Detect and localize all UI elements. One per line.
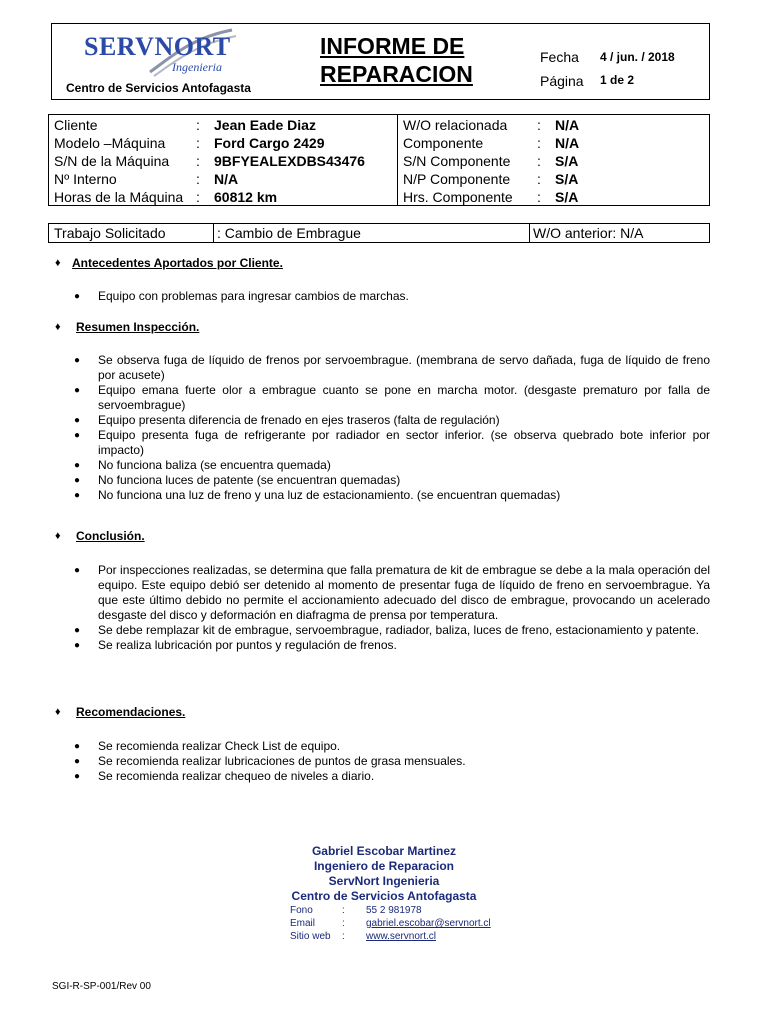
web-label: Sitio web [290, 931, 331, 942]
info-row-modelo [54, 134, 394, 152]
list-item-text: Se observa fuga de líquido de frenos por servoembrague. (membrana de servo dañada, fuga de líquido de freno por acusete) [98, 353, 710, 382]
list-item [52, 563, 710, 623]
servnort-logo [84, 28, 274, 78]
info-colon: : [537, 117, 541, 133]
logo-subtext: Ingenieria [172, 60, 222, 74]
list-item-text: No funciona luces de patente (se encuentran quemadas) [98, 473, 401, 487]
info-row-wo [403, 116, 703, 134]
footer-code: SGI-R-SP-001/Rev 00 [52, 981, 151, 992]
info-colon: : [196, 117, 200, 133]
fono-label: Fono [290, 905, 313, 916]
info-row-componente [403, 134, 703, 152]
info-row-horas [54, 188, 394, 206]
bullet-icon: ● [74, 415, 81, 426]
web-link[interactable]: www.servnort.cl [366, 931, 437, 942]
signature-company: ServNort Ingenieria [328, 874, 440, 888]
list-item [52, 638, 710, 653]
info-colon: : [537, 189, 541, 205]
bullet-icon: ● [74, 460, 81, 471]
info-row-sn [54, 152, 394, 170]
trabajo-label: Trabajo Solicitado [54, 225, 166, 241]
list-item [52, 383, 710, 413]
info-label: Hrs. Componente [403, 189, 513, 205]
info-colon: : [196, 135, 200, 151]
bullet-icon: ● [74, 625, 81, 636]
recomendaciones-title: Recomendaciones. [76, 705, 186, 719]
list-item [52, 623, 710, 638]
wo-anterior: W/O anterior: N/A [533, 225, 644, 241]
resumen-title: Resumen Inspección. [76, 320, 200, 334]
signature-centro: Centro de Servicios Antofagasta [291, 889, 477, 903]
info-value: Ford Cargo 2429 [214, 135, 325, 151]
info-value: Jean Eade Diaz [214, 117, 316, 133]
trabajo-value: : Cambio de Embrague [217, 225, 361, 241]
info-label: Componente [403, 135, 484, 151]
info-label: Modelo –Máquina [54, 135, 166, 151]
bullet-icon: ● [74, 490, 81, 501]
logo-text: SERVNORT [84, 32, 231, 61]
email-label: Email [290, 918, 316, 929]
info-value: 9BFYEALEXDBS43476 [214, 153, 365, 169]
recomendaciones-list [52, 739, 710, 784]
title-line-1: INFORME DE [320, 33, 465, 59]
list-item-text: Se recomienda realizar Check List de equipo. [98, 739, 341, 753]
bullet-icon: ● [74, 430, 81, 441]
info-label: W/O relacionada [403, 117, 508, 133]
report-title [320, 32, 500, 88]
list-item [52, 473, 710, 488]
title-line-2: REPARACION [320, 61, 473, 87]
info-label: Nº Interno [54, 171, 117, 187]
info-colon: : [196, 189, 200, 205]
info-table [48, 114, 710, 206]
info-left-column [54, 116, 394, 206]
list-item-text: No funciona baliza (se encuentra quemada) [98, 458, 331, 472]
list-item-text: Equipo emana fuerte olor a embrague cuanto se pone en marcha motor. (desgaste prematuro por falla de servoembrague) [98, 383, 710, 412]
info-label: Cliente [54, 117, 98, 133]
contact-fono-row [290, 904, 550, 917]
info-row-interno [54, 170, 394, 188]
bullet-icon: ● [74, 756, 81, 767]
list-item [52, 458, 710, 473]
info-colon: : [537, 171, 541, 187]
info-row-cliente [54, 116, 394, 134]
bullet-icon: ● [74, 741, 81, 752]
contact-colon: : [342, 918, 345, 929]
info-row-hrs-componente [403, 188, 703, 206]
trabajo-divider-1 [213, 224, 214, 242]
info-colon: : [196, 153, 200, 169]
list-item-text: Se recomienda realizar chequeo de niveles a diario. [98, 769, 375, 783]
info-colon: : [537, 135, 541, 151]
list-item-text: Por inspecciones realizadas, se determina que falla prematura de kit de embrague se debe a la mala operación del equipo. Este equipo debió ser detenido al momento de presentar fuga de líquido de freno en servoembrague. Ya que este último debido no permite el accionamiento adecuado del disco de embrague, provocando un acelerado desgaste del disco y deformación en diafragma de prensa por temperatura. [98, 563, 710, 622]
antecedentes-title: Antecedentes Aportados por Cliente. [72, 256, 283, 270]
info-colon: : [196, 171, 200, 187]
list-item [52, 289, 710, 304]
bullet-icon: ● [74, 771, 81, 782]
info-value: N/A [555, 117, 580, 133]
list-item [52, 353, 710, 383]
info-colon: : [537, 153, 541, 169]
info-row-sn-componente [403, 152, 703, 170]
list-item [52, 739, 710, 754]
info-value: S/A [555, 153, 579, 169]
signature-name: Gabriel Escobar Martinez [311, 844, 457, 858]
bullet-icon: ● [74, 640, 81, 651]
contact-web-row [290, 930, 550, 943]
list-item-text: Equipo con problemas para ingresar cambios de marchas. [98, 289, 409, 303]
trabajo-table [48, 223, 710, 243]
diamond-bullet-icon: ♦ [55, 530, 61, 542]
diamond-bullet-icon: ♦ [55, 321, 61, 333]
signature-block [0, 844, 768, 904]
pagina-label: Página [540, 73, 584, 89]
info-value: S/A [555, 171, 579, 187]
list-item [52, 769, 710, 784]
info-value: 60812 km [214, 189, 278, 205]
info-divider [397, 115, 398, 205]
fono-value: 55 2 981978 [366, 905, 422, 916]
contact-email-row [290, 917, 550, 930]
conclusion-list [52, 563, 710, 653]
list-item-text: Equipo presenta diferencia de frenado en ejes traseros (falta de regulación) [98, 413, 500, 427]
list-item [52, 488, 710, 503]
contact-colon: : [342, 905, 345, 916]
diamond-bullet-icon: ♦ [55, 706, 61, 718]
info-value: N/A [555, 135, 580, 151]
list-item [52, 413, 710, 428]
diamond-bullet-icon: ♦ [55, 257, 61, 269]
info-row-np-componente [403, 170, 703, 188]
bullet-icon: ● [74, 385, 81, 396]
signature-role: Ingeniero de Reparacion [313, 859, 455, 873]
info-label: S/N de la Máquina [54, 153, 170, 169]
info-label: S/N Componente [403, 153, 511, 169]
list-item [52, 428, 710, 458]
resumen-list [52, 353, 710, 503]
list-item-text: Se recomienda realizar lubricaciones de puntos de grasa mensuales. [98, 754, 466, 768]
fecha-value: 4 / jun. / 2018 [600, 50, 675, 64]
conclusion-title: Conclusión. [76, 529, 145, 543]
centro-label: Centro de Servicios Antofagasta [66, 81, 251, 95]
pagina-value: 1 de 2 [600, 73, 635, 87]
trabajo-divider-2 [529, 224, 530, 242]
list-item-text: Se realiza lubricación por puntos y regulación de frenos. [98, 638, 397, 652]
info-label: Horas de la Máquina [54, 189, 184, 205]
list-item-text: Se debe remplazar kit de embrague, servoembrague, radiador, baliza, luces de freno, estacionamiento y patente. [98, 623, 700, 637]
bullet-icon: ● [74, 291, 81, 302]
info-value: S/A [555, 189, 579, 205]
fecha-label: Fecha [540, 49, 579, 65]
info-label: N/P Componente [403, 171, 511, 187]
bullet-icon: ● [74, 475, 81, 486]
antecedentes-list [52, 289, 710, 304]
contact-colon: : [342, 931, 345, 942]
list-item-text: No funciona una luz de freno y una luz de estacionamiento. (se encuentran quemadas) [98, 488, 561, 502]
email-link[interactable]: gabriel.escobar@servnort.cl [366, 918, 491, 929]
bullet-icon: ● [74, 355, 81, 366]
list-item [52, 754, 710, 769]
bullet-icon: ● [74, 565, 81, 576]
info-value: N/A [214, 171, 239, 187]
info-right-column [403, 116, 703, 206]
list-item-text: Equipo presenta fuga de refrigerante por radiador en sector inferior. (se observa quebrado bote inferior por impacto) [98, 428, 710, 457]
contact-block [290, 904, 550, 943]
